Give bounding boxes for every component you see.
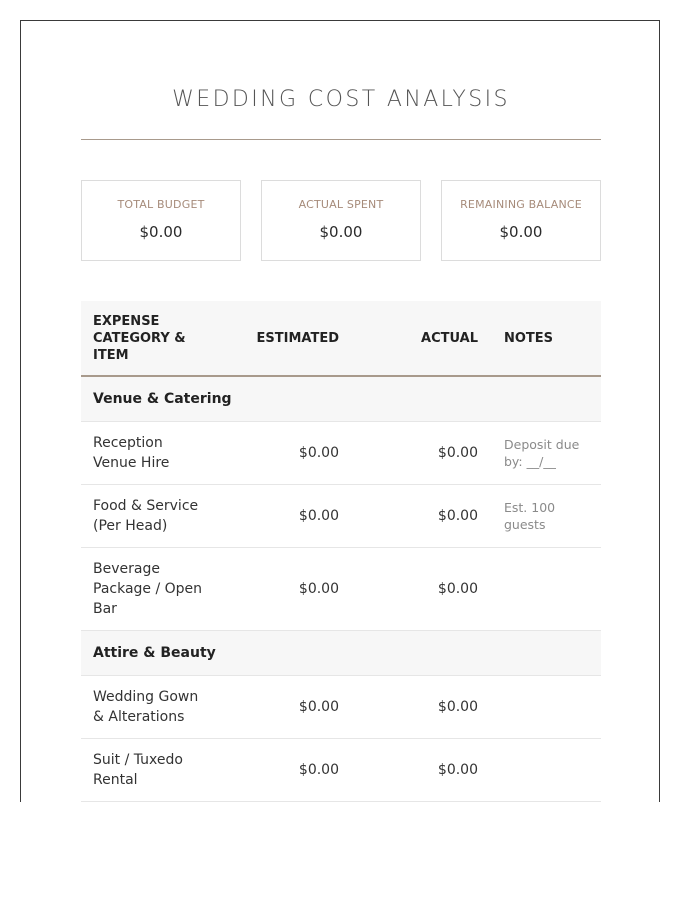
header-notes: NOTES: [490, 301, 601, 376]
item-notes: [490, 738, 601, 801]
item-estimated: $0.00: [221, 675, 346, 738]
summary-value: $0.00: [319, 223, 363, 241]
item-estimated: $0.00: [221, 738, 346, 801]
item-name: Suit / Tuxedo Rental: [81, 738, 221, 801]
item-notes: Deposit due by: __/__: [490, 421, 601, 484]
item-estimated: $0.00: [221, 547, 346, 630]
item-actual: $0.00: [346, 547, 490, 630]
summary-label: TOTAL BUDGET: [117, 198, 205, 211]
table-row: [81, 547, 601, 630]
item-notes: Est. 100 guests: [490, 484, 601, 547]
summary-label: REMAINING BALANCE: [460, 198, 582, 211]
table-row: [81, 484, 601, 547]
item-actual: $0.00: [346, 421, 490, 484]
item-actual: $0.00: [346, 675, 490, 738]
item-name: Reception Venue Hire: [81, 421, 221, 484]
header-estimated: ESTIMATED: [221, 301, 346, 376]
item-notes: [490, 675, 601, 738]
category-label: Attire & Beauty: [81, 630, 601, 675]
table-row: [81, 421, 601, 484]
category-label: Venue & Catering: [81, 376, 601, 421]
page-title: WEDDING COST ANALYSIS: [172, 87, 510, 112]
header-expense-category: EXPENSE CATEGORY & ITEM: [81, 301, 221, 376]
summary-value: $0.00: [499, 223, 543, 241]
summary-card-total-budget: [81, 180, 241, 261]
summary-value: $0.00: [139, 223, 183, 241]
table-header-row: [81, 301, 601, 376]
summary-card-remaining-balance: [441, 180, 601, 261]
table-row: [81, 675, 601, 738]
item-estimated: $0.00: [221, 484, 346, 547]
category-row: [81, 376, 601, 421]
item-name: Wedding Gown & Alterations: [81, 675, 221, 738]
header-actual: ACTUAL: [346, 301, 490, 376]
item-actual: $0.00: [346, 738, 490, 801]
document-page: [20, 20, 660, 802]
item-name: Beverage Package / Open Bar: [81, 547, 221, 630]
table-row: [81, 738, 601, 801]
item-name: Food & Service (Per Head): [81, 484, 221, 547]
item-notes: [490, 547, 601, 630]
summary-card-actual-spent: [261, 180, 421, 261]
summary-label: ACTUAL SPENT: [298, 198, 384, 211]
category-row: [81, 630, 601, 675]
item-estimated: $0.00: [221, 421, 346, 484]
title-divider: [81, 139, 601, 140]
cost-table: [81, 301, 601, 802]
summary-cards: [81, 180, 601, 261]
item-actual: $0.00: [346, 484, 490, 547]
